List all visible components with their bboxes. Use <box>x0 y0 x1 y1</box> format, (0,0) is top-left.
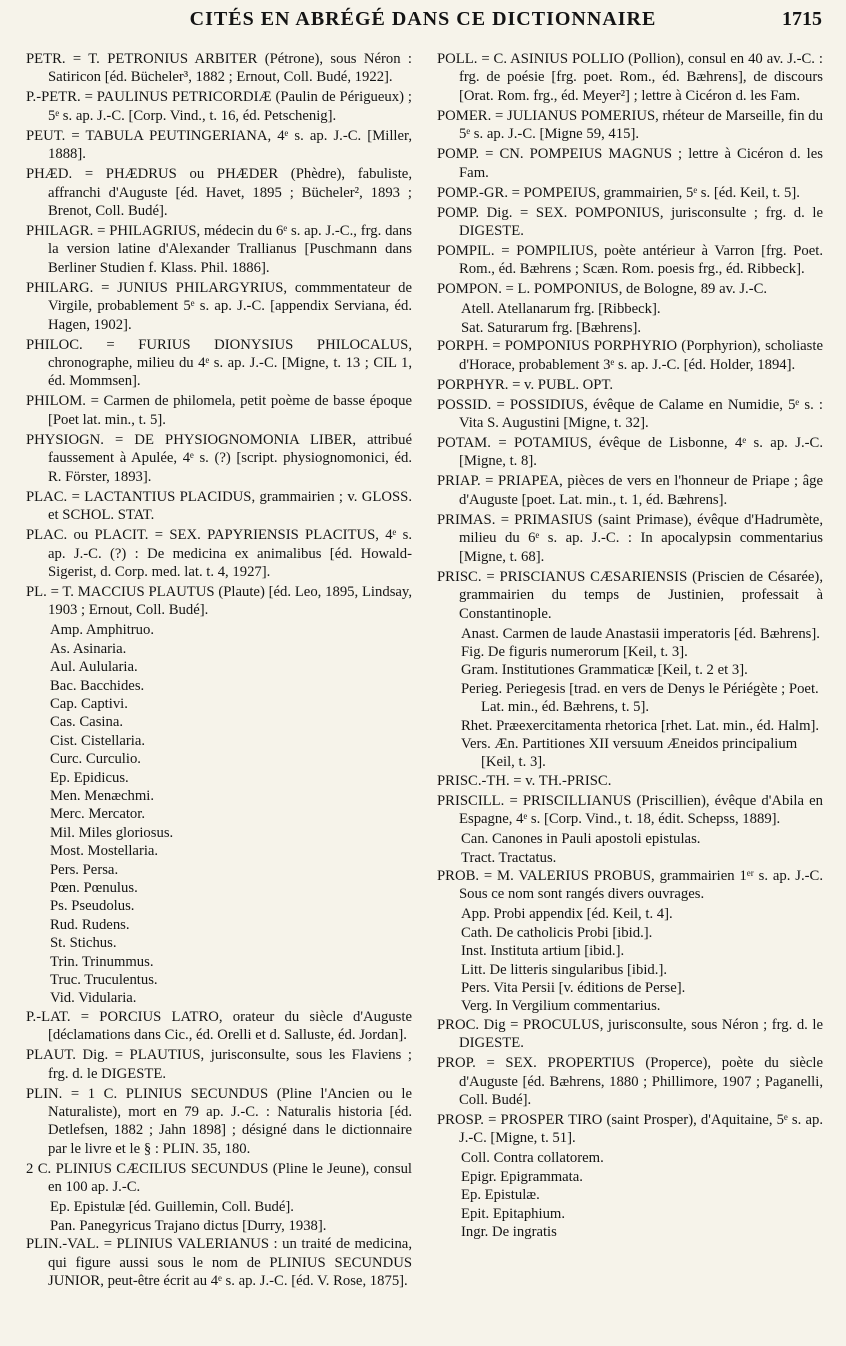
sub-entry: Sat. Saturarum frg. [Bæhrens]. <box>461 319 642 336</box>
dictionary-entry: PLAC. = LACTANTIUS PLACIDUS, grammairien ; v. GLOSS. et SCHOL. STAT. <box>26 488 412 524</box>
dictionary-entry: PHÆD. = PHÆDRUS ou PHÆDER (Phèdre), fabuliste, affranchi d'Auguste [éd. Havet, 1895 ; Bücheler², 1893 ; Brenot, Coll. Budé]. <box>26 166 412 220</box>
sub-entry: Litt. De litteris singularibus [ibid.]. <box>461 961 668 978</box>
dictionary-entry: PROSP. = PROSPER TIRO (saint Prosper), d'Aquitaine, 5ᵉ s. ap. J.-C. [Migne, t. 51]. <box>437 1112 823 1147</box>
dictionary-entry: PROP. = SEX. PROPERTIUS (Properce), poète du siècle d'Auguste [éd. Bæhrens, 1880 ; Phillimore, 1907 ; Paganelli, Coll. Budé]. <box>437 1055 823 1109</box>
sub-entry: Mil. Miles gloriosus. <box>50 824 174 841</box>
sub-entry: Epit. Epitaphium. <box>461 1205 566 1222</box>
dictionary-entry: POLL. = C. ASINIUS POLLIO (Pollion), consul en 40 av. J.-C. : frg. de poésie [frg. poet. Rom., éd. Bæhrens], de discours [Orat. Rom. frg., éd. Meyer²] ; lettre à Cicéron d. les Fam. <box>437 51 823 104</box>
dictionary-entry: POMP.-GR. = POMPEIUS, grammairien, 5ᵉ s. [éd. Keil, t. 5]. <box>437 184 800 201</box>
dictionary-entry: PLIN. = 1 C. PLINIUS SECUNDUS (Pline l'Ancien ou le Naturaliste), mort en 79 ap. J.-C. : Naturalis historia [éd. Detlefsen, 1882 ; Jahn 1898] ; désigné dans le dictionnaire par le livre et le § : PLIN. 35, 180. <box>26 1085 412 1157</box>
dictionary-entry: PLAC. ou PLACIT. = SEX. PAPYRIENSIS PLACITUS, 4ᵉ s. ap. J.-C. (?) : De medicina ex animalibus [éd. Howald-Sigerist, d. Corp. med. lat. t. 4, 1927]. <box>26 527 412 580</box>
dictionary-entry: POMP. = CN. POMPEIUS MAGNUS ; lettre à Cicéron d. les Fam. <box>437 146 823 181</box>
sub-entry: Ps. Pseudolus. <box>50 898 135 915</box>
page-title: CITÉS EN ABRÉGÉ DANS CE DICTIONNAIRE <box>189 8 657 30</box>
sub-entry: Most. Mostellaria. <box>50 843 159 860</box>
sub-entry: Cas. Casina. <box>50 714 124 731</box>
dictionary-entry: POMPIL. = POMPILIUS, poète antérieur à Varron [frg. Poet. Rom., éd. Bæhrens ; Scæn. Rom. poesis frg., éd. Ribbeck]. <box>437 243 823 278</box>
sub-entry: Pœn. Pœnulus. <box>50 880 138 896</box>
dictionary-entry: POMPON. = L. POMPONIUS, de Bologne, 89 av. J.-C. <box>437 281 768 298</box>
dictionary-entry: PHILOC. = FURIUS DIONYSIUS PHILOCALUS, chronographe, milieu du 4ᵉ s. ap. J.-C. [Migne, t. 13 ; CIL 1, éd. Mommsen]. <box>26 336 412 390</box>
sub-entry: Inst. Instituta artium [ibid.]. <box>461 943 625 960</box>
sub-entry: Pan. Panegyricus Trajano dictus [Durry, 1938]. <box>50 1217 327 1234</box>
dictionary-entry: POMP. Dig. = SEX. POMPONIUS, jurisconsulte ; frg. d. le DIGESTE. <box>437 204 823 240</box>
sub-entry: App. Probi appendix [éd. Keil, t. 4]. <box>461 906 673 923</box>
sub-entry: Atell. Atellanarum frg. [Ribbeck]. <box>461 301 661 318</box>
sub-entry: Can. Canones in Pauli apostoli epistulas. <box>461 831 701 848</box>
sub-entry: Vers. Æn. Partitiones XII versuum Æneidos principalium [Keil, t. 3]. <box>461 735 798 771</box>
dictionary-entry: PROB. = M. VALERIUS PROBUS, grammairien 1ᵉʳ s. ap. J.-C. Sous ce nom sont rangés divers ouvrages. <box>437 867 823 903</box>
sub-entry: Rud. Rudens. <box>50 916 130 933</box>
dictionary-entry: PROC. Dig = PROCULUS, jurisconsulte, sous Néron ; frg. d. le DIGESTE. <box>437 1016 823 1052</box>
dictionary-entry: POSSID. = POSSIDIUS, évêque de Calame en Numidie, 5ᵉ s. : Vita S. Augustini [Migne, t. 32]. <box>437 396 823 432</box>
dictionary-entry: PRIAP. = PRIAPEA, pièces de vers en l'honneur de Priape ; âge d'Auguste [poet. Lat. min., t. 1, éd. Bæhrens]. <box>437 473 823 508</box>
sub-entry: Fig. De figuris numerorum [Keil, t. 3]. <box>461 643 688 660</box>
sub-entry: Truc. Truculentus. <box>50 972 158 989</box>
sub-entry: Rhet. Præexercitamenta rhetorica [rhet. Lat. min., éd. Halm]. <box>461 717 820 734</box>
dictionary-entry: PL. = T. MACCIUS PLAUTUS (Plaute) [éd. Leo, 1895, Lindsay, 1903 ; Ernout, Coll. Budé]. <box>26 583 412 619</box>
sub-entry: Pers. Persa. <box>50 861 119 878</box>
sub-entry: As. Asinaria. <box>50 640 127 657</box>
sub-entry: Anast. Carmen de laude Anastasii imperatoris [éd. Bæhrens]. <box>461 625 820 642</box>
sub-entry: Ingr. De ingratis <box>461 1224 557 1241</box>
page-number: 1715 <box>782 8 822 30</box>
sub-entry: Pers. Vita Persii [v. éditions de Perse]. <box>461 980 686 996</box>
dictionary-entry: PRISC. = PRISCIANUS CÆSARIENSIS (Priscien de Césarée), grammairien du temps de Justinien, professait à Constantinople. <box>437 568 823 622</box>
dictionary-entry: PETR. = T. PETRONIUS ARBITER (Pétrone), sous Néron : Satiricon [éd. Bücheler³, 1882 ; Ernout, Coll. Budé, 1922]. <box>26 51 412 86</box>
sub-entry: Cap. Captivi. <box>50 695 128 712</box>
dictionary-entry: POTAM. = POTAMIUS, évêque de Lisbonne, 4ᵉ s. ap. J.-C. [Migne, t. 8]. <box>437 435 823 470</box>
sub-entry: Amp. Amphitruo. <box>50 622 155 639</box>
sub-entry: Trin. Trinummus. <box>50 953 154 970</box>
dictionary-entry: PRISC.-TH. = v. TH.-PRISC. <box>437 772 612 789</box>
dictionary-entry: PLIN.-VAL. = PLINIUS VALERIANUS : un traité de medicina, qui figure aussi sous le nom de PLINIUS SECUNDUS JUNIOR, peut-être écrit au 4ᵉ s. ap. J.-C. [éd. V. Rose, 1875]. <box>26 1236 412 1289</box>
dictionary-entry: PHILOM. = Carmen de philomela, petit poème de basse époque [Poet lat. min., t. 5]. <box>26 393 412 428</box>
sub-entry: Ep. Epistulæ [éd. Guillemin, Coll. Budé]. <box>50 1199 294 1216</box>
sub-entry: St. Stichus. <box>50 935 117 952</box>
sub-entry: Ep. Epistulæ. <box>461 1187 540 1204</box>
left-column <box>26 50 412 1292</box>
sub-entry: Merc. Mercator. <box>50 806 146 823</box>
dictionary-entry: P.-PETR. = PAULINUS PETRICORDIÆ (Paulin de Périgueux) ; 5ᵉ s. ap. J.-C. [Corp. Vind., t. 16, éd. Petschenig]. <box>26 89 412 124</box>
dictionary-entry: PHILARG. = JUNIUS PHILARGYRIUS, commmentateur de Virgile, probablement 5ᵉ s. ap. J.-C. [appendix Serviana, éd. Hagen, 1902]. <box>26 279 412 333</box>
dictionary-entry: 2 C. PLINIUS CÆCILIUS SECUNDUS (Pline le Jeune), consul en 100 ap. J.-C. <box>26 1160 412 1196</box>
sub-entry: Bac. Bacchides. <box>50 677 145 694</box>
sub-entry: Gram. Institutiones Grammaticæ [Keil, t. 2 et 3]. <box>461 662 748 679</box>
dictionary-entry: POMER. = JULIANUS POMERIUS, rhéteur de Marseille, fin du 5ᵉ s. ap. J.-C. [Migne 59, 415]. <box>437 107 823 143</box>
dictionary-entry: PLAUT. Dig. = PLAUTIUS, jurisconsulte, sous les Flaviens ; frg. d. le DIGESTE. <box>26 1047 412 1082</box>
right-column <box>437 50 823 1241</box>
sub-entry: Aul. Aulularia. <box>50 659 138 676</box>
dictionary-entry: PHYSIOGN. = DE PHYSIOGNOMONIA LIBER, attribué faussement à Apulée, 4ᵉ s. (?) [script. physiognomonici, éd. R. Förster, 1893]. <box>26 431 412 485</box>
dictionary-entry: PORPHYR. = v. PUBL. OPT. <box>437 376 613 393</box>
sub-entry: Cist. Cistellaria. <box>50 732 146 749</box>
sub-entry: Vid. Vidularia. <box>50 990 137 1007</box>
sub-entry: Verg. In Vergilium commentarius. <box>461 998 661 1015</box>
sub-entry: Perieg. Periegesis [trad. en vers de Denys le Périégète ; Poet. Lat. min., éd. Bæhrens, t. 5]. <box>461 680 819 716</box>
dictionary-entry: PORPH. = POMPONIUS PORPHYRIO (Porphyrion), scholiaste d'Horace, probablement 3ᵉ s. ap. J.-C. [éd. Holder, 1894]. <box>437 338 823 373</box>
sub-entry: Men. Menæchmi. <box>50 787 155 804</box>
dictionary-entry: PRISCILL. = PRISCILLIANUS (Priscillien), évêque d'Abila en Espagne, 4ᵉ s. [Corp. Vind., t. 18, édit. Schepss, 1889]. <box>437 792 823 828</box>
dictionary-entry: PEUT. = TABULA PEUTINGERIANA, 4ᵉ s. ap. J.-C. [Miller, 1888]. <box>26 127 412 163</box>
sub-entry: Epigr. Epigrammata. <box>461 1168 583 1185</box>
sub-entry: Cath. De catholicis Probi [ibid.]. <box>461 924 653 941</box>
sub-entry: Tract. Tractatus. <box>461 849 557 866</box>
dictionary-entry: PHILAGR. = PHILAGRIUS, médecin du 6ᵉ s. ap. J.-C., frg. dans la version latine d'Alexander Trallianus [Puschmann dans Berliner Studien f. Klass. Phil. 1886]. <box>26 223 412 276</box>
sub-entry: Coll. Contra collatorem. <box>461 1150 604 1167</box>
sub-entry: Curc. Curculio. <box>50 751 141 768</box>
sub-entry: Ep. Epidicus. <box>50 769 129 786</box>
dictionary-entry: PRIMAS. = PRIMASIUS (saint Primase), évêque d'Hadrumète, milieu du 6ᵉ s. ap. J.-C. : In apocalypsin commentarius [Migne, t. 68]. <box>437 511 823 565</box>
dictionary-entry: P.-LAT. = PORCIUS LATRO, orateur du siècle d'Auguste [déclamations dans Cic., éd. Orelli et d. Salluste, éd. Jordan]. <box>26 1008 412 1044</box>
